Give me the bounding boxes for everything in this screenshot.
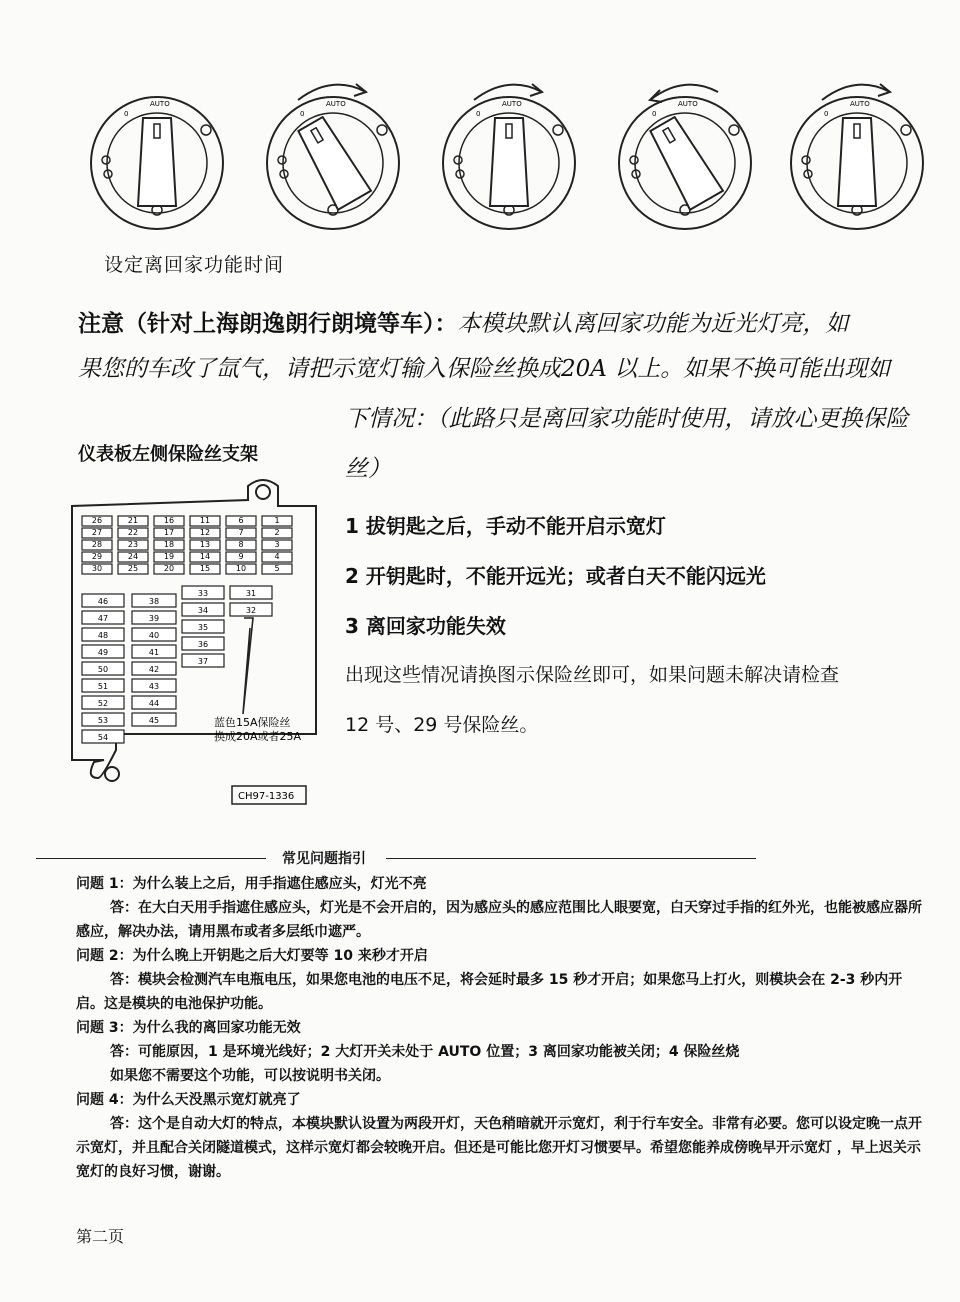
fuse-slot-label: 50 <box>97 665 109 674</box>
fuse-slot-label: 33 <box>197 589 209 598</box>
fuse-slot-label: 43 <box>148 682 160 691</box>
light-switch-knob <box>616 94 754 232</box>
item-2: 2 开钥匙时，不能开远光；或者白天不能闪远光 <box>345 564 766 588</box>
light-switch-knob <box>264 94 402 232</box>
light-switch-knob <box>788 94 926 232</box>
note-line-1: 本模块默认离回家功能为近光灯亮，如 <box>457 311 849 337</box>
note-paragraph <box>78 300 928 348</box>
svg-text:AUTO: AUTO <box>678 100 698 108</box>
svg-text:0: 0 <box>652 110 657 118</box>
fuse-slot-label: 37 <box>197 657 209 666</box>
fuse-slot-label: 30 <box>91 564 103 573</box>
fuse-slot-label: 24 <box>127 552 139 561</box>
fuse-slot-label: 41 <box>148 648 160 657</box>
fuse-slot-label: 27 <box>91 528 103 537</box>
fuse-slot-label: 32 <box>245 606 257 615</box>
faq-question-4: 问题 4：为什么天没黑示宽灯就亮了 <box>76 1092 301 1108</box>
fuse-slot-label: 53 <box>97 716 109 725</box>
fuse-slot-label: 38 <box>148 597 160 606</box>
faq-question-2: 问题 2：为什么晚上开钥匙之后大灯要等 10 来秒才开启 <box>76 948 428 964</box>
faq-question-3: 问题 3：为什么我的离回家功能无效 <box>76 1020 301 1036</box>
fuse-slot-label: 42 <box>148 665 160 674</box>
fuse-slot-label: 31 <box>245 589 257 598</box>
page-number: 第二页 <box>76 1227 125 1246</box>
fuse-slot-label: 15 <box>199 564 211 573</box>
svg-text:AUTO: AUTO <box>502 100 522 108</box>
fuse-slot-label: 34 <box>197 606 209 615</box>
fuse-slot-label: 11 <box>199 516 211 525</box>
fuse-slot-label: 25 <box>127 564 139 573</box>
light-switch-knob <box>440 94 578 232</box>
svg-text:AUTO: AUTO <box>850 100 870 108</box>
fuse-slot-label: 48 <box>97 631 109 640</box>
fuse-slot-label: 19 <box>163 552 175 561</box>
light-switch-diagram-row <box>88 72 938 232</box>
fuse-slot-label: 18 <box>163 540 175 549</box>
svg-text:0: 0 <box>476 110 481 118</box>
fuse-slot-label: 52 <box>97 699 109 708</box>
fuse-slot-label: 35 <box>197 623 209 632</box>
fuse-slot-label: 40 <box>148 631 160 640</box>
fuse-box-drawing <box>68 478 328 810</box>
faq-answer-2: 答：模块会检测汽车电瓶电压，如果您电池的电压不足，将会延时最多 15 秒才开启；如果您马上打火，则模块会在 2-3 秒内开启。这是模块的电池保护功能。 <box>76 972 903 1012</box>
faq-answer-1: 答：在大白天用手指遮住感应头，灯光是不会开启的，因为感应头的感应范围比人眼要宽，白天穿过手指的红外光，也能被感应器所感应，解决办法，请用黑布或者多层纸巾遮严。 <box>76 900 922 940</box>
fuse-slot-label: 47 <box>97 614 109 623</box>
fuse-slot-label: 17 <box>163 528 175 537</box>
fuse-panel-diagram <box>68 478 328 810</box>
knob-caption: 设定离回家功能时间 <box>104 254 285 276</box>
light-switch-knob <box>88 94 226 232</box>
faq-question-1: 问题 1：为什么装上之后，用手指遮住感应头，灯光不亮 <box>76 876 427 892</box>
fuse-slot-label: 3 <box>274 540 280 549</box>
fuse-slot-label: 7 <box>238 528 244 537</box>
faq-answer-4: 答：这个是自动大灯的特点，本模块默认设置为两段开灯，天色稍暗就开示宽灯，利于行车安全。非常有必要。您可以设定晚一点开示宽灯，并且配合关闭隧道模式，这样示宽灯都会较晚开启。但还是可能比您开灯习惯要早。希望您能养成傍晚早开示宽灯 ，早上迟关示宽灯的良好习惯，谢谢。 <box>76 1116 922 1180</box>
fuse-slot-label: 45 <box>148 716 160 725</box>
fuse-slot-label: 8 <box>238 540 244 549</box>
item-1: 1 拔钥匙之后，手动不能开启示宽灯 <box>345 514 666 538</box>
fuse-slot-label: 20 <box>163 564 175 573</box>
advice-line-2: 12 号、29 号保险丝。 <box>345 714 539 736</box>
note-line-4: 丝） <box>345 456 391 482</box>
advice-line-1: 出现这些情况请换图示保险丝即可，如果问题未解决请检查 <box>345 664 840 686</box>
fuse-slot-label: 51 <box>97 682 109 691</box>
faq-heading: 常见问题指引 <box>276 848 372 868</box>
fuse-slot-label: 10 <box>235 564 247 573</box>
fuse-slot-label: 54 <box>97 733 109 742</box>
fuse-slot-label: 6 <box>238 516 244 525</box>
faq-answer-3: 答：可能原因，1 是环境光线好；2 大灯开关未处于 AUTO 位置；3 离回家功能被关闭；4 保险丝烧 <box>110 1044 740 1060</box>
fuse-slot-label: 36 <box>197 640 209 649</box>
svg-text:AUTO: AUTO <box>326 100 346 108</box>
svg-text:0: 0 <box>124 110 129 118</box>
fuse-slot-label: 46 <box>97 597 109 606</box>
svg-text:0: 0 <box>300 110 305 118</box>
fuse-slot-label: 44 <box>148 699 160 708</box>
fuse-panel-title: 仪表板左侧保险丝支架 <box>78 444 258 465</box>
fuse-slot-label: 9 <box>238 552 244 561</box>
fuse-slot-label: 1 <box>274 516 280 525</box>
item-3: 3 离回家功能失效 <box>345 614 506 638</box>
fuse-slot-label: 16 <box>163 516 175 525</box>
note-line-2: 果您的车改了氙气，请把示宽灯输入保险丝换成20A 以上。如果不换可能出现如 <box>78 356 891 382</box>
fuse-slot-label: 12 <box>199 528 211 537</box>
note-lead: 注意（针对上海朗逸朗行朗境等车）： <box>78 310 458 337</box>
fuse-callout-line-1: 蓝色15A保险丝 <box>214 716 291 729</box>
fuse-slot-label: 28 <box>91 540 103 549</box>
fuse-slot-label: 14 <box>199 552 211 561</box>
fuse-slot-label: 21 <box>127 516 139 525</box>
fuse-slot-label: 2 <box>274 528 280 537</box>
fuse-slot-label: 13 <box>199 540 211 549</box>
fuse-slot-label: 29 <box>91 552 103 561</box>
svg-text:0: 0 <box>824 110 829 118</box>
svg-text:AUTO: AUTO <box>150 100 170 108</box>
faq-divider <box>36 858 926 859</box>
fuse-slot-label: 39 <box>148 614 160 623</box>
fuse-slot-label: 5 <box>274 564 280 573</box>
fuse-slot-label: 49 <box>97 648 109 657</box>
fuse-slot-label: 22 <box>127 528 139 537</box>
faq-answer-3-extra: 如果您不需要这个功能，可以按说明书关闭。 <box>110 1068 390 1084</box>
note-line-3: 下情况：（此路只是离回家功能时使用，请放心更换保险 <box>345 406 909 432</box>
fuse-slot-label: 26 <box>91 516 103 525</box>
fuse-panel-code: CH97-1336 <box>238 791 295 802</box>
fuse-slot-label: 4 <box>274 552 280 561</box>
fuse-slot-label: 23 <box>127 540 139 549</box>
fuse-callout-line-2: 换成20A或者25A <box>214 730 302 743</box>
faq-entry <box>76 872 926 1184</box>
